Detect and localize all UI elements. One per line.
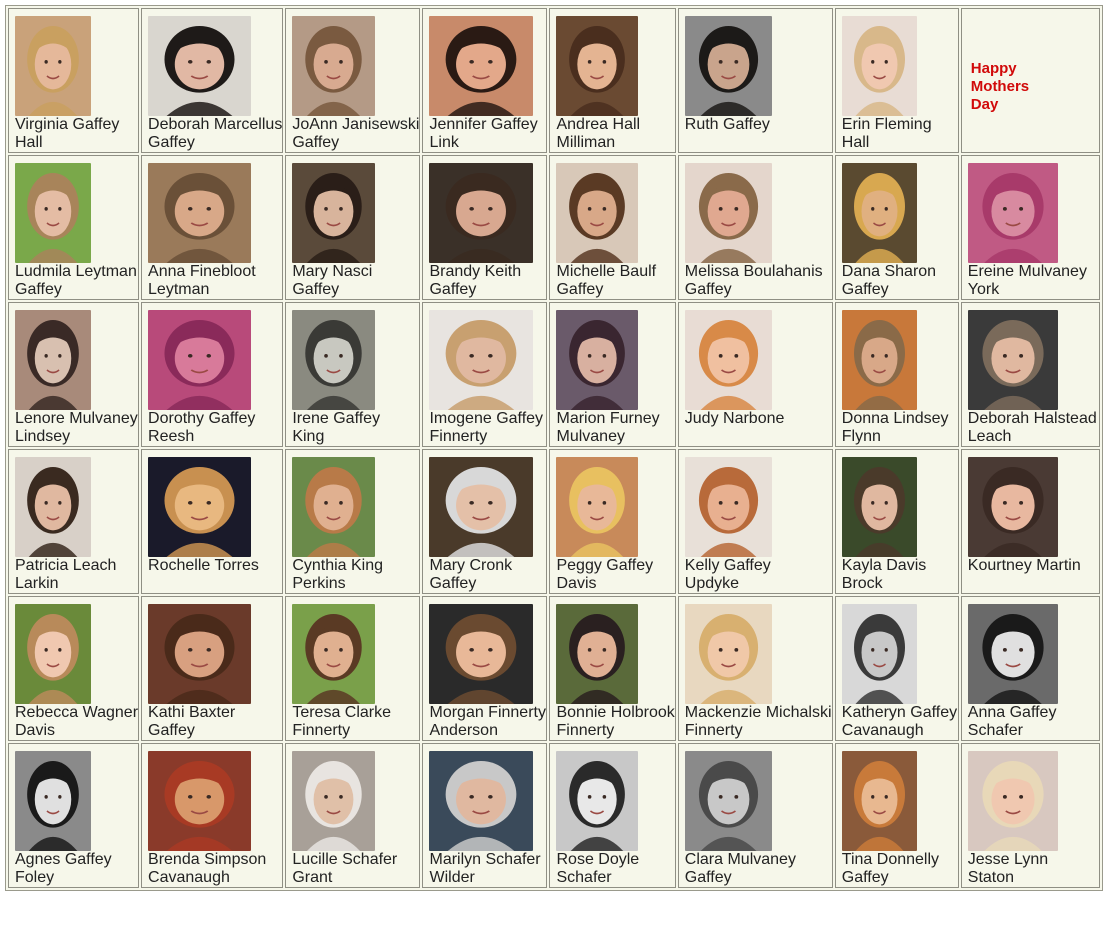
person-surname: Gaffey — [148, 722, 195, 739]
person-given-name: Mackenzie Michalski — [684, 704, 832, 721]
person-surname: Larkin — [15, 575, 59, 592]
person-card — [549, 596, 675, 741]
portrait-photo — [556, 310, 638, 410]
portrait-photo — [556, 751, 638, 851]
grid-row — [8, 449, 1100, 594]
person-name — [15, 851, 138, 887]
portrait-photo — [15, 604, 91, 704]
person-card — [961, 596, 1100, 741]
person-card — [835, 449, 959, 594]
person-given-name: Virginia Gaffey — [15, 116, 120, 133]
person-card — [285, 596, 420, 741]
portrait-photo — [685, 751, 772, 851]
person-given-name: Kayla Davis — [841, 557, 927, 574]
person-name — [148, 851, 282, 887]
person-card — [141, 743, 283, 888]
person-name — [15, 410, 138, 446]
person-name — [968, 410, 1099, 446]
portrait-photo — [968, 163, 1058, 263]
person-name — [148, 557, 282, 575]
person-card — [422, 155, 547, 300]
person-surname: Milliman — [556, 134, 616, 151]
person-name — [429, 704, 546, 740]
person-surname: Finnerty — [556, 722, 615, 739]
portrait-photo — [15, 310, 91, 410]
person-card — [549, 8, 675, 153]
portrait-photo — [556, 163, 638, 263]
portrait-photo — [429, 604, 533, 704]
person-given-name: Tina Donnelly — [841, 851, 940, 868]
portrait-photo — [429, 163, 533, 263]
person-card — [678, 302, 833, 447]
person-surname: Gaffey — [684, 281, 732, 298]
person-card — [678, 449, 833, 594]
portrait-photo — [148, 604, 251, 704]
person-given-name: Mary Cronk — [429, 557, 513, 574]
person-name — [842, 704, 958, 740]
person-card — [678, 8, 833, 153]
person-given-name: Kelly Gaffey — [684, 557, 771, 574]
person-card — [835, 302, 959, 447]
person-card — [961, 155, 1100, 300]
portrait-photo — [968, 604, 1058, 704]
person-given-name: Cynthia King — [292, 557, 384, 574]
person-name — [842, 263, 958, 299]
portrait-photo — [429, 457, 533, 557]
person-name — [429, 116, 546, 152]
person-given-name: Judy Narbone — [684, 410, 785, 427]
person-given-name: Morgan Finnerty — [429, 704, 546, 721]
person-surname: Perkins — [292, 575, 346, 592]
person-given-name: Michelle Baulf — [556, 263, 657, 280]
person-given-name: Andrea Hall — [556, 116, 641, 133]
person-card — [835, 155, 959, 300]
portrait-photo — [292, 751, 375, 851]
portrait-photo — [15, 751, 91, 851]
person-given-name: JoAnn Janisewski — [292, 116, 420, 133]
portrait-photo — [842, 16, 917, 116]
person-card — [422, 302, 547, 447]
person-card — [835, 743, 959, 888]
person-given-name: Marilyn Schafer — [429, 851, 541, 868]
grid-row — [8, 596, 1100, 741]
person-name — [685, 704, 832, 740]
person-card — [835, 596, 959, 741]
person-card — [549, 155, 675, 300]
person-name — [292, 557, 419, 593]
portrait-photo — [685, 163, 772, 263]
person-given-name: Lucille Schafer — [292, 851, 398, 868]
person-name — [429, 410, 546, 446]
person-card — [141, 302, 283, 447]
person-name — [968, 851, 1099, 887]
portrait-photo — [15, 457, 91, 557]
person-given-name: Lenore Mulvaney — [15, 410, 138, 427]
person-surname: Gaffey — [429, 281, 477, 298]
person-surname: Anderson — [429, 722, 498, 739]
portrait-photo — [842, 604, 917, 704]
person-card — [422, 743, 547, 888]
person-card — [8, 449, 139, 594]
person-name — [968, 263, 1099, 299]
portrait-photo — [968, 751, 1058, 851]
person-name — [842, 116, 958, 152]
portrait-photo — [842, 751, 917, 851]
person-name — [968, 557, 1099, 575]
grid-row — [8, 743, 1100, 888]
person-surname: Link — [429, 134, 459, 151]
person-name — [292, 263, 419, 299]
person-name — [292, 410, 419, 446]
person-name — [15, 557, 138, 593]
portrait-photo — [15, 16, 91, 116]
portrait-photo — [292, 457, 375, 557]
portrait-photo — [429, 16, 533, 116]
portrait-photo — [685, 310, 772, 410]
person-surname: Foley — [15, 869, 55, 886]
person-given-name: Kourtney Martin — [967, 557, 1081, 574]
person-surname: Gaffey — [429, 575, 477, 592]
person-given-name: Bonnie Holbrook — [556, 704, 675, 721]
person-surname: Wilder — [429, 869, 475, 886]
person-given-name: Teresa Clarke — [292, 704, 392, 721]
person-card — [549, 449, 675, 594]
happy-mothers-day-cell — [961, 8, 1100, 153]
person-name — [148, 704, 282, 740]
person-surname: Brock — [841, 575, 883, 592]
person-given-name: Clara Mulvaney — [684, 851, 796, 868]
person-card — [285, 302, 420, 447]
person-surname: Cavanaugh — [148, 869, 230, 886]
person-name — [556, 410, 674, 446]
person-given-name: Deborah Halstead — [967, 410, 1097, 427]
person-surname: Gaffey — [292, 281, 340, 298]
person-name — [15, 704, 138, 740]
person-surname: King — [292, 428, 325, 445]
person-name — [148, 116, 282, 152]
person-given-name: Irene Gaffey — [292, 410, 381, 427]
message-line: Mothers — [970, 78, 1030, 95]
grid-row — [8, 302, 1100, 447]
person-card — [678, 596, 833, 741]
person-given-name: Melissa Boulahanis — [684, 263, 823, 280]
person-name — [429, 557, 546, 593]
portrait-photo — [556, 604, 638, 704]
person-given-name: Katheryn Gaffey — [841, 704, 958, 721]
person-card — [422, 8, 547, 153]
person-name — [15, 263, 138, 299]
person-given-name: Deborah Marcellus — [148, 116, 283, 133]
person-surname: Gaffey — [841, 281, 889, 298]
person-name — [556, 704, 674, 740]
person-surname: Staton — [967, 869, 1015, 886]
portrait-photo — [685, 16, 772, 116]
person-given-name: Anna Finebloot — [148, 263, 256, 280]
person-given-name: Jennifer Gaffey — [429, 116, 538, 133]
portrait-photo — [429, 751, 533, 851]
person-surname: Hall — [15, 134, 43, 151]
portrait-photo — [148, 751, 251, 851]
person-given-name: Rose Doyle — [556, 851, 640, 868]
grid-row — [8, 155, 1100, 300]
person-card — [141, 8, 283, 153]
person-surname: Lindsey — [15, 428, 71, 445]
person-surname: Grant — [292, 869, 333, 886]
portrait-photo — [556, 457, 638, 557]
portrait-photo — [292, 310, 375, 410]
person-card — [141, 449, 283, 594]
person-surname: Flynn — [841, 428, 881, 445]
portrait-photo — [148, 310, 251, 410]
person-card — [549, 302, 675, 447]
person-given-name: Dana Sharon — [841, 263, 937, 280]
person-name — [148, 410, 282, 446]
person-surname: Finnerty — [429, 428, 488, 445]
person-name — [685, 263, 832, 299]
person-name — [968, 704, 1099, 740]
person-name — [685, 116, 832, 134]
person-name — [556, 116, 674, 152]
person-name — [148, 263, 282, 299]
person-surname: Cavanaugh — [841, 722, 924, 739]
person-surname: Gaffey — [15, 281, 62, 298]
person-surname: Finnerty — [684, 722, 743, 739]
person-given-name: Agnes Gaffey — [15, 851, 112, 868]
portrait-photo — [148, 163, 251, 263]
person-name — [429, 263, 546, 299]
person-surname: Schafer — [967, 722, 1023, 739]
person-surname: York — [967, 281, 1000, 298]
person-given-name: Marion Furney — [556, 410, 660, 427]
person-name — [685, 410, 832, 428]
person-given-name: Peggy Gaffey — [556, 557, 654, 574]
person-card — [285, 8, 420, 153]
person-surname: Schafer — [556, 869, 612, 886]
message-line: Happy — [970, 60, 1017, 77]
person-given-name: Erin Fleming — [841, 116, 932, 133]
portrait-photo — [148, 16, 251, 116]
person-surname: Reesh — [148, 428, 195, 445]
person-name — [842, 851, 958, 887]
person-surname: Gaffey — [148, 134, 195, 151]
message-line: Day — [970, 96, 999, 113]
person-surname: Updyke — [684, 575, 740, 592]
portrait-photo — [685, 457, 772, 557]
person-given-name: Imogene Gaffey — [429, 410, 544, 427]
person-card — [549, 743, 675, 888]
person-given-name: Ludmila Leytman — [15, 263, 137, 280]
person-card — [141, 155, 283, 300]
person-given-name: Anna Gaffey — [967, 704, 1057, 721]
portrait-photo — [842, 163, 917, 263]
portrait-photo — [968, 310, 1058, 410]
person-name — [685, 851, 832, 887]
person-name — [556, 263, 674, 299]
person-card — [8, 302, 139, 447]
person-given-name: Jesse Lynn — [967, 851, 1049, 868]
person-given-name: Donna Lindsey — [841, 410, 949, 427]
person-name — [292, 704, 419, 740]
person-card — [422, 449, 547, 594]
person-card — [961, 743, 1100, 888]
person-card — [961, 302, 1100, 447]
person-surname: Gaffey — [684, 869, 732, 886]
happy-mothers-day-message — [968, 16, 1099, 114]
person-given-name: Ruth Gaffey — [684, 116, 770, 133]
person-given-name: Mary Nasci — [292, 263, 373, 280]
portrait-photo — [556, 16, 638, 116]
person-name — [556, 851, 674, 887]
person-surname: Davis — [556, 575, 597, 592]
portrait-photo — [685, 604, 772, 704]
person-name — [15, 116, 138, 152]
portrait-photo — [148, 457, 251, 557]
person-card — [8, 155, 139, 300]
person-name — [842, 557, 958, 593]
person-card — [835, 8, 959, 153]
person-name — [556, 557, 674, 593]
mothers-photo-grid — [5, 5, 1103, 891]
person-given-name: Brandy Keith — [429, 263, 522, 280]
person-given-name: Rebecca Wagner — [15, 704, 139, 721]
portrait-photo — [292, 16, 375, 116]
person-card — [961, 449, 1100, 594]
person-surname: Hall — [841, 134, 870, 151]
portrait-photo — [429, 310, 533, 410]
portrait-photo — [292, 604, 375, 704]
portrait-photo — [842, 457, 917, 557]
person-card — [8, 596, 139, 741]
person-surname: Finnerty — [292, 722, 351, 739]
person-surname: Mulvaney — [556, 428, 625, 445]
portrait-photo — [292, 163, 375, 263]
person-given-name: Rochelle Torres — [148, 557, 259, 574]
person-name — [685, 557, 832, 593]
person-given-name: Ereine Mulvaney — [967, 263, 1087, 280]
person-card — [678, 155, 833, 300]
portrait-photo — [842, 310, 917, 410]
person-card — [422, 596, 547, 741]
person-card — [141, 596, 283, 741]
person-card — [285, 449, 420, 594]
grid-row — [8, 8, 1100, 153]
person-given-name: Kathi Baxter — [148, 704, 236, 721]
person-card — [285, 743, 420, 888]
person-given-name: Brenda Simpson — [148, 851, 267, 868]
person-card — [8, 743, 139, 888]
person-name — [842, 410, 958, 446]
person-surname: Gaffey — [841, 869, 889, 886]
person-name — [429, 851, 546, 887]
person-given-name: Patricia Leach — [15, 557, 117, 574]
portrait-photo — [968, 457, 1058, 557]
person-card — [8, 8, 139, 153]
person-surname: Davis — [15, 722, 56, 739]
person-card — [285, 155, 420, 300]
person-surname: Gaffey — [292, 134, 340, 151]
person-name — [292, 116, 419, 152]
person-surname: Gaffey — [556, 281, 604, 298]
person-surname: Leach — [967, 428, 1012, 445]
portrait-photo — [15, 163, 91, 263]
person-card — [678, 743, 833, 888]
person-name — [292, 851, 419, 887]
person-given-name: Dorothy Gaffey — [148, 410, 256, 427]
person-surname: Leytman — [148, 281, 210, 298]
